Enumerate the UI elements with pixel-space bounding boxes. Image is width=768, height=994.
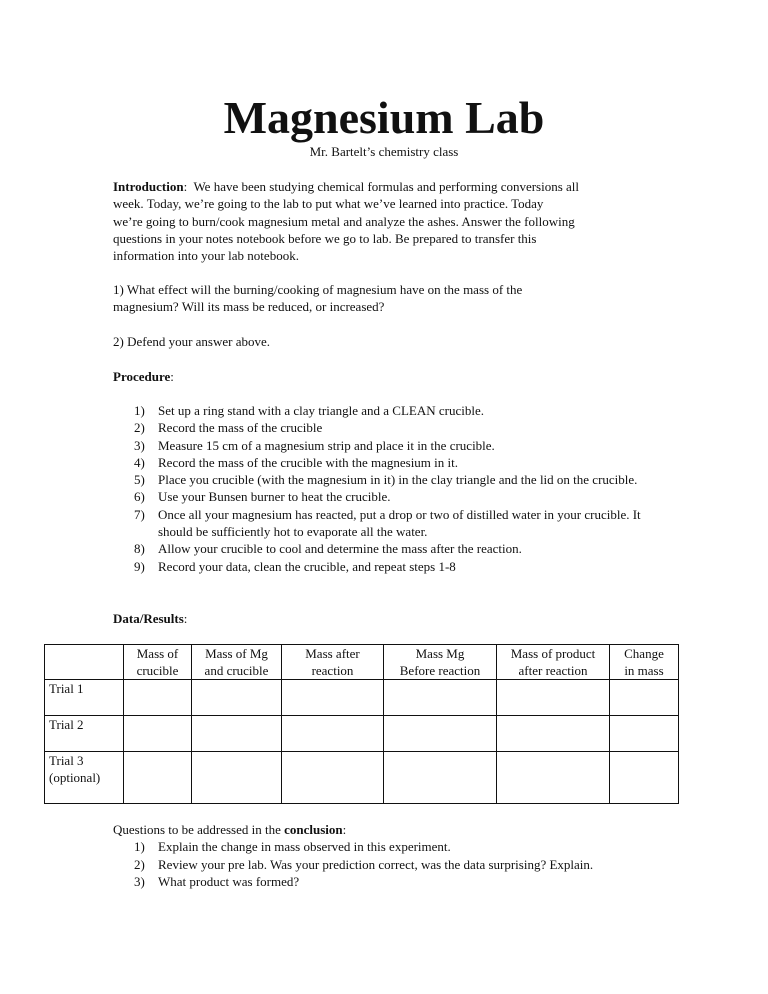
table-header-cell: Mass of product after reaction (497, 645, 610, 680)
table-row (45, 752, 679, 804)
table-cell[interactable] (282, 680, 384, 716)
row-label: Trial 1 (45, 680, 124, 716)
table-cell[interactable] (384, 680, 497, 716)
introduction-section (113, 178, 673, 264)
conclusion-question: 2) Review your pre lab. Was your prediction correct, was the data surprising? Explain. (134, 856, 594, 872)
intro-label: Introduction (113, 179, 184, 194)
table-cell[interactable] (124, 716, 192, 752)
procedure-step: 8) Allow your crucible to cool and determine the mass after the reaction. (134, 541, 522, 557)
table-cell[interactable] (282, 752, 384, 804)
table-cell[interactable] (497, 716, 610, 752)
procedure-steps (113, 402, 673, 575)
intro-line: we’re going to burn/cook magnesium metal and analyze the ashes. Answer the following (113, 213, 575, 229)
data-results-heading: Data/Results: (113, 611, 188, 626)
table-header-cell (45, 645, 124, 680)
table-header-row (45, 645, 679, 680)
table-cell[interactable] (497, 680, 610, 716)
conclusion-intro: Questions to be addressed in the conclusion: (113, 822, 347, 837)
intro-line: information into your lab notebook. (113, 248, 299, 264)
table-cell[interactable] (610, 752, 679, 804)
procedure-step: 4) Record the mass of the crucible with the magnesium in it. (134, 454, 459, 470)
table-cell[interactable] (192, 680, 282, 716)
table-cell[interactable] (497, 752, 610, 804)
table-cell[interactable] (192, 716, 282, 752)
table-cell[interactable] (610, 716, 679, 752)
procedure-step: 5) Place you crucible (with the magnesium in it) in the clay triangle and the lid on the crucible. (134, 472, 638, 488)
table-row (45, 680, 679, 716)
question-2: 2) Defend your answer above. (113, 334, 271, 349)
procedure-step: 2) Record the mass of the crucible (134, 420, 323, 436)
intro-line: Introduction: We have been studying chemical formulas and performing conversions all (113, 179, 580, 194)
table-header-cell: Mass of Mg and crucible (192, 645, 282, 680)
row-label: Trial 3 (optional) (45, 752, 124, 804)
intro-line: week. Today, we’re going to the lab to put what we’ve learned into practice. Today (113, 196, 544, 212)
procedure-step: 3) Measure 15 cm of a magnesium strip and place it in the crucible. (134, 437, 495, 453)
table-cell[interactable] (384, 752, 497, 804)
procedure-heading: Procedure: (113, 369, 174, 384)
table-cell[interactable] (192, 752, 282, 804)
intro-line: questions in your notes notebook before we go to lab. Be prepared to transfer this (113, 230, 537, 246)
procedure-step: 9) Record your data, clean the crucible, and repeat steps 1-8 (134, 558, 456, 574)
procedure-step: 7) Once all your magnesium has reacted, put a drop or two of distilled water in your crucible. It should be sufficiently hot to evaporate all the water. (134, 506, 641, 540)
page-title: Magnesium Lab (223, 92, 545, 143)
table-cell[interactable] (282, 716, 384, 752)
table-header-cell: Change in mass (610, 645, 679, 680)
conclusion-section (113, 821, 673, 890)
data-table (44, 644, 679, 804)
table-header-cell: Mass after reaction (282, 645, 384, 680)
question-1: 1) What effect will the burning/cooking of magnesium have on the mass of the magnesium? Will its mass be reduced, or increased? (113, 282, 523, 315)
procedure-step: 1) Set up a ring stand with a clay triangle and a CLEAN crucible. (134, 403, 484, 418)
table-cell[interactable] (384, 716, 497, 752)
table-row (45, 716, 679, 752)
table-header-cell: Mass Mg Before reaction (384, 645, 497, 680)
procedure-step: 6) Use your Bunsen burner to heat the crucible. (134, 489, 391, 505)
table-header-cell: Mass of crucible (124, 645, 192, 680)
table-cell[interactable] (124, 680, 192, 716)
conclusion-question: 3) What product was formed? (134, 873, 300, 889)
row-label: Trial 2 (45, 716, 124, 752)
conclusion-question: 1) Explain the change in mass observed in this experiment. (134, 839, 451, 855)
table-cell[interactable] (124, 752, 192, 804)
page-subtitle: Mr. Bartelt’s chemistry class (309, 144, 459, 159)
table-cell[interactable] (610, 680, 679, 716)
